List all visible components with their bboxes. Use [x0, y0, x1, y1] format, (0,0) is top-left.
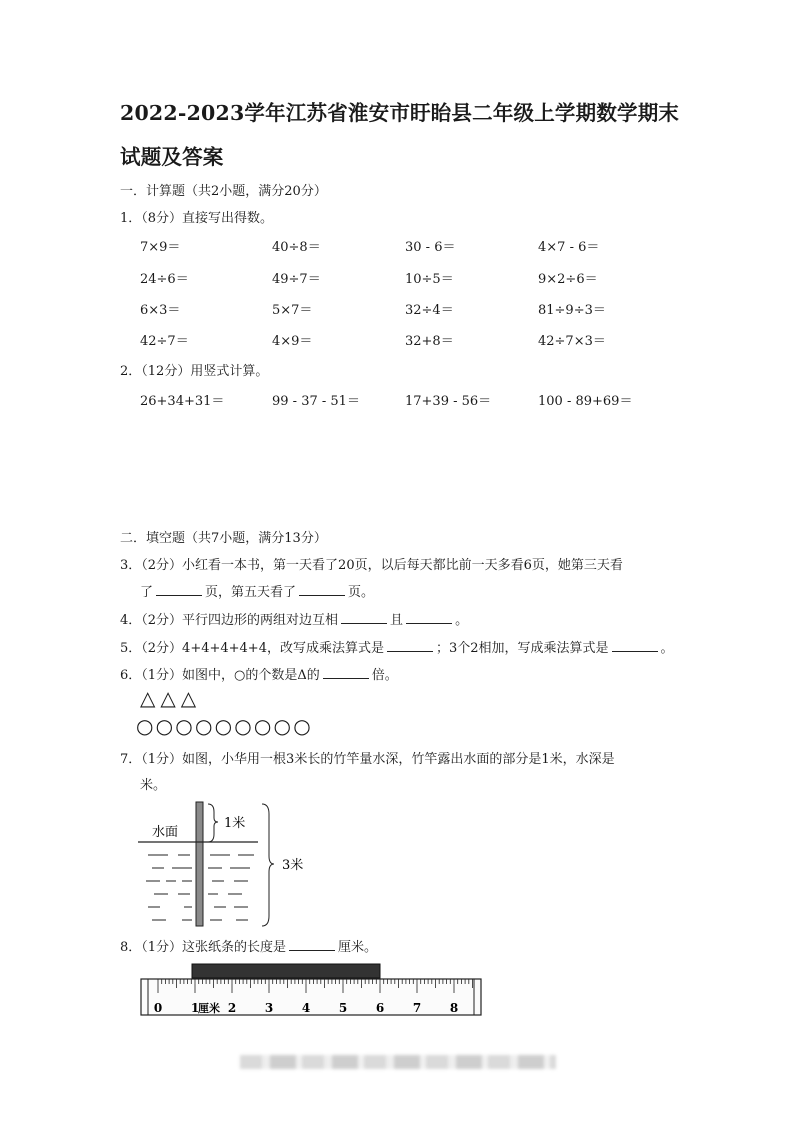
ruler-tick-label: 8: [449, 1001, 459, 1015]
surface-label: 水面: [152, 825, 179, 840]
question-5-text-c: 。: [660, 641, 674, 656]
question-8-text-a: 8．（1分）这张纸条的长度是: [120, 940, 287, 955]
question-5: [120, 637, 674, 656]
answer-blank[interactable]: [156, 581, 202, 596]
calc-item: 10÷5＝: [405, 272, 454, 287]
answer-blank[interactable]: [323, 664, 369, 679]
question-2-stem: 2．（12分）用竖式计算。: [120, 364, 269, 379]
question-4-text-a: 4．（2分）平行四边形的两组对边互相: [120, 613, 339, 628]
question-7-line-2: 米。: [140, 778, 167, 793]
answer-blank[interactable]: [299, 581, 345, 596]
question-1-stem: 1．（8分）直接写出得数。: [120, 211, 274, 226]
question-8: [120, 936, 377, 955]
question-3-text-b: 页，第五天看了: [205, 585, 297, 600]
answer-blank[interactable]: [612, 637, 658, 652]
vertical-calc-item: 100 - 89+69＝: [538, 394, 633, 409]
bamboo-pole: [196, 802, 203, 926]
calc-item: 40÷8＝: [272, 240, 321, 255]
question-4-text-b: 且: [390, 613, 404, 628]
page-title-line-2: 试题及答案: [120, 145, 224, 169]
ruler-unit-label: 厘米: [198, 1002, 220, 1015]
water-depth-figure: [138, 800, 338, 930]
calc-item: 81÷9÷3＝: [538, 303, 606, 318]
answer-blank[interactable]: [387, 637, 433, 652]
above-water-label: 1米: [224, 816, 246, 831]
paper-strip: [192, 964, 380, 978]
question-4-text-c: 。: [455, 613, 469, 628]
question-3-line-1: 3．（2分）小红看一本书，第一天看了20页，以后每天都比前一天多看6页，她第三天看: [120, 558, 623, 573]
vertical-calc-item: 99 - 37 - 51＝: [272, 394, 360, 409]
answer-blank[interactable]: [289, 936, 335, 951]
calc-item: 7×9＝: [140, 240, 181, 255]
total-length-brace: [262, 804, 274, 926]
total-length-label: 3米: [282, 858, 304, 873]
ruler-tick-labels: [154, 1001, 458, 1015]
above-water-brace: [208, 804, 218, 842]
calc-item: 42÷7×3＝: [538, 334, 606, 349]
question-3-line-2: [140, 581, 374, 600]
answer-blank[interactable]: [341, 609, 387, 624]
circles-figure: ○○○○○○○○○: [136, 714, 313, 738]
question-6: [120, 664, 398, 683]
answer-blank[interactable]: [406, 609, 452, 624]
section-1-heading: 一．计算题（共2小题，满分20分）: [120, 184, 327, 199]
ruler-tick-label: 5: [338, 1001, 348, 1015]
calc-item: 4×9＝: [272, 334, 313, 349]
question-5-text-b: ；3个2相加，写成乘法算式是: [435, 641, 609, 656]
calc-item: 32+8＝: [405, 334, 454, 349]
calc-item: 24÷6＝: [140, 272, 189, 287]
ruler-tick-label: 0: [153, 1001, 163, 1015]
calc-item: 30 - 6＝: [405, 240, 456, 255]
ruler-figure: [140, 962, 486, 1020]
calc-item: 6×3＝: [140, 303, 181, 318]
question-5-text-a: 5．（2分）4+4+4+4+4，改写成乘法算式是: [120, 641, 384, 656]
calc-item: 9×2÷6＝: [538, 272, 598, 287]
question-3-text-c: 页。: [348, 585, 375, 600]
blurred-footer-watermark: [240, 1055, 556, 1069]
question-8-text-b: 厘米。: [338, 940, 378, 955]
ruler-tick-label: 7: [412, 1001, 422, 1015]
calc-item: 32÷4＝: [405, 303, 454, 318]
question-6-text-a: 6．（1分）如图中，○的个数是Δ的: [120, 668, 320, 683]
triangles-figure: △△△: [140, 686, 202, 710]
question-7-line-1: 7．（1分）如图，小华用一根3米长的竹竿量水深，竹竿露出水面的部分是1米，水深是: [120, 752, 615, 767]
vertical-calc-item: 26+34+31＝: [140, 394, 225, 409]
ruler-tick-label: 4: [301, 1001, 311, 1015]
calc-item: 5×7＝: [272, 303, 313, 318]
calc-item: 42÷7＝: [140, 334, 189, 349]
page-title-line-1: 2022-2023学年江苏省淮安市盱眙县二年级上学期数学期末: [120, 101, 680, 125]
question-3-text-a: 了: [140, 585, 154, 600]
calc-item: 4×7 - 6＝: [538, 240, 600, 255]
ruler-tick-label: 6: [375, 1001, 385, 1015]
vertical-calc-item: 17+39 - 56＝: [405, 394, 492, 409]
section-2-heading: 二．填空题（共7小题，满分13分）: [120, 531, 327, 546]
ruler-tick-label: 3: [264, 1001, 274, 1015]
calc-item: 49÷7＝: [272, 272, 321, 287]
question-6-text-b: 倍。: [371, 668, 398, 683]
ruler-tick-label: 1: [190, 1001, 200, 1015]
question-4: [120, 609, 468, 628]
ruler-tick-label: 2: [227, 1001, 237, 1015]
